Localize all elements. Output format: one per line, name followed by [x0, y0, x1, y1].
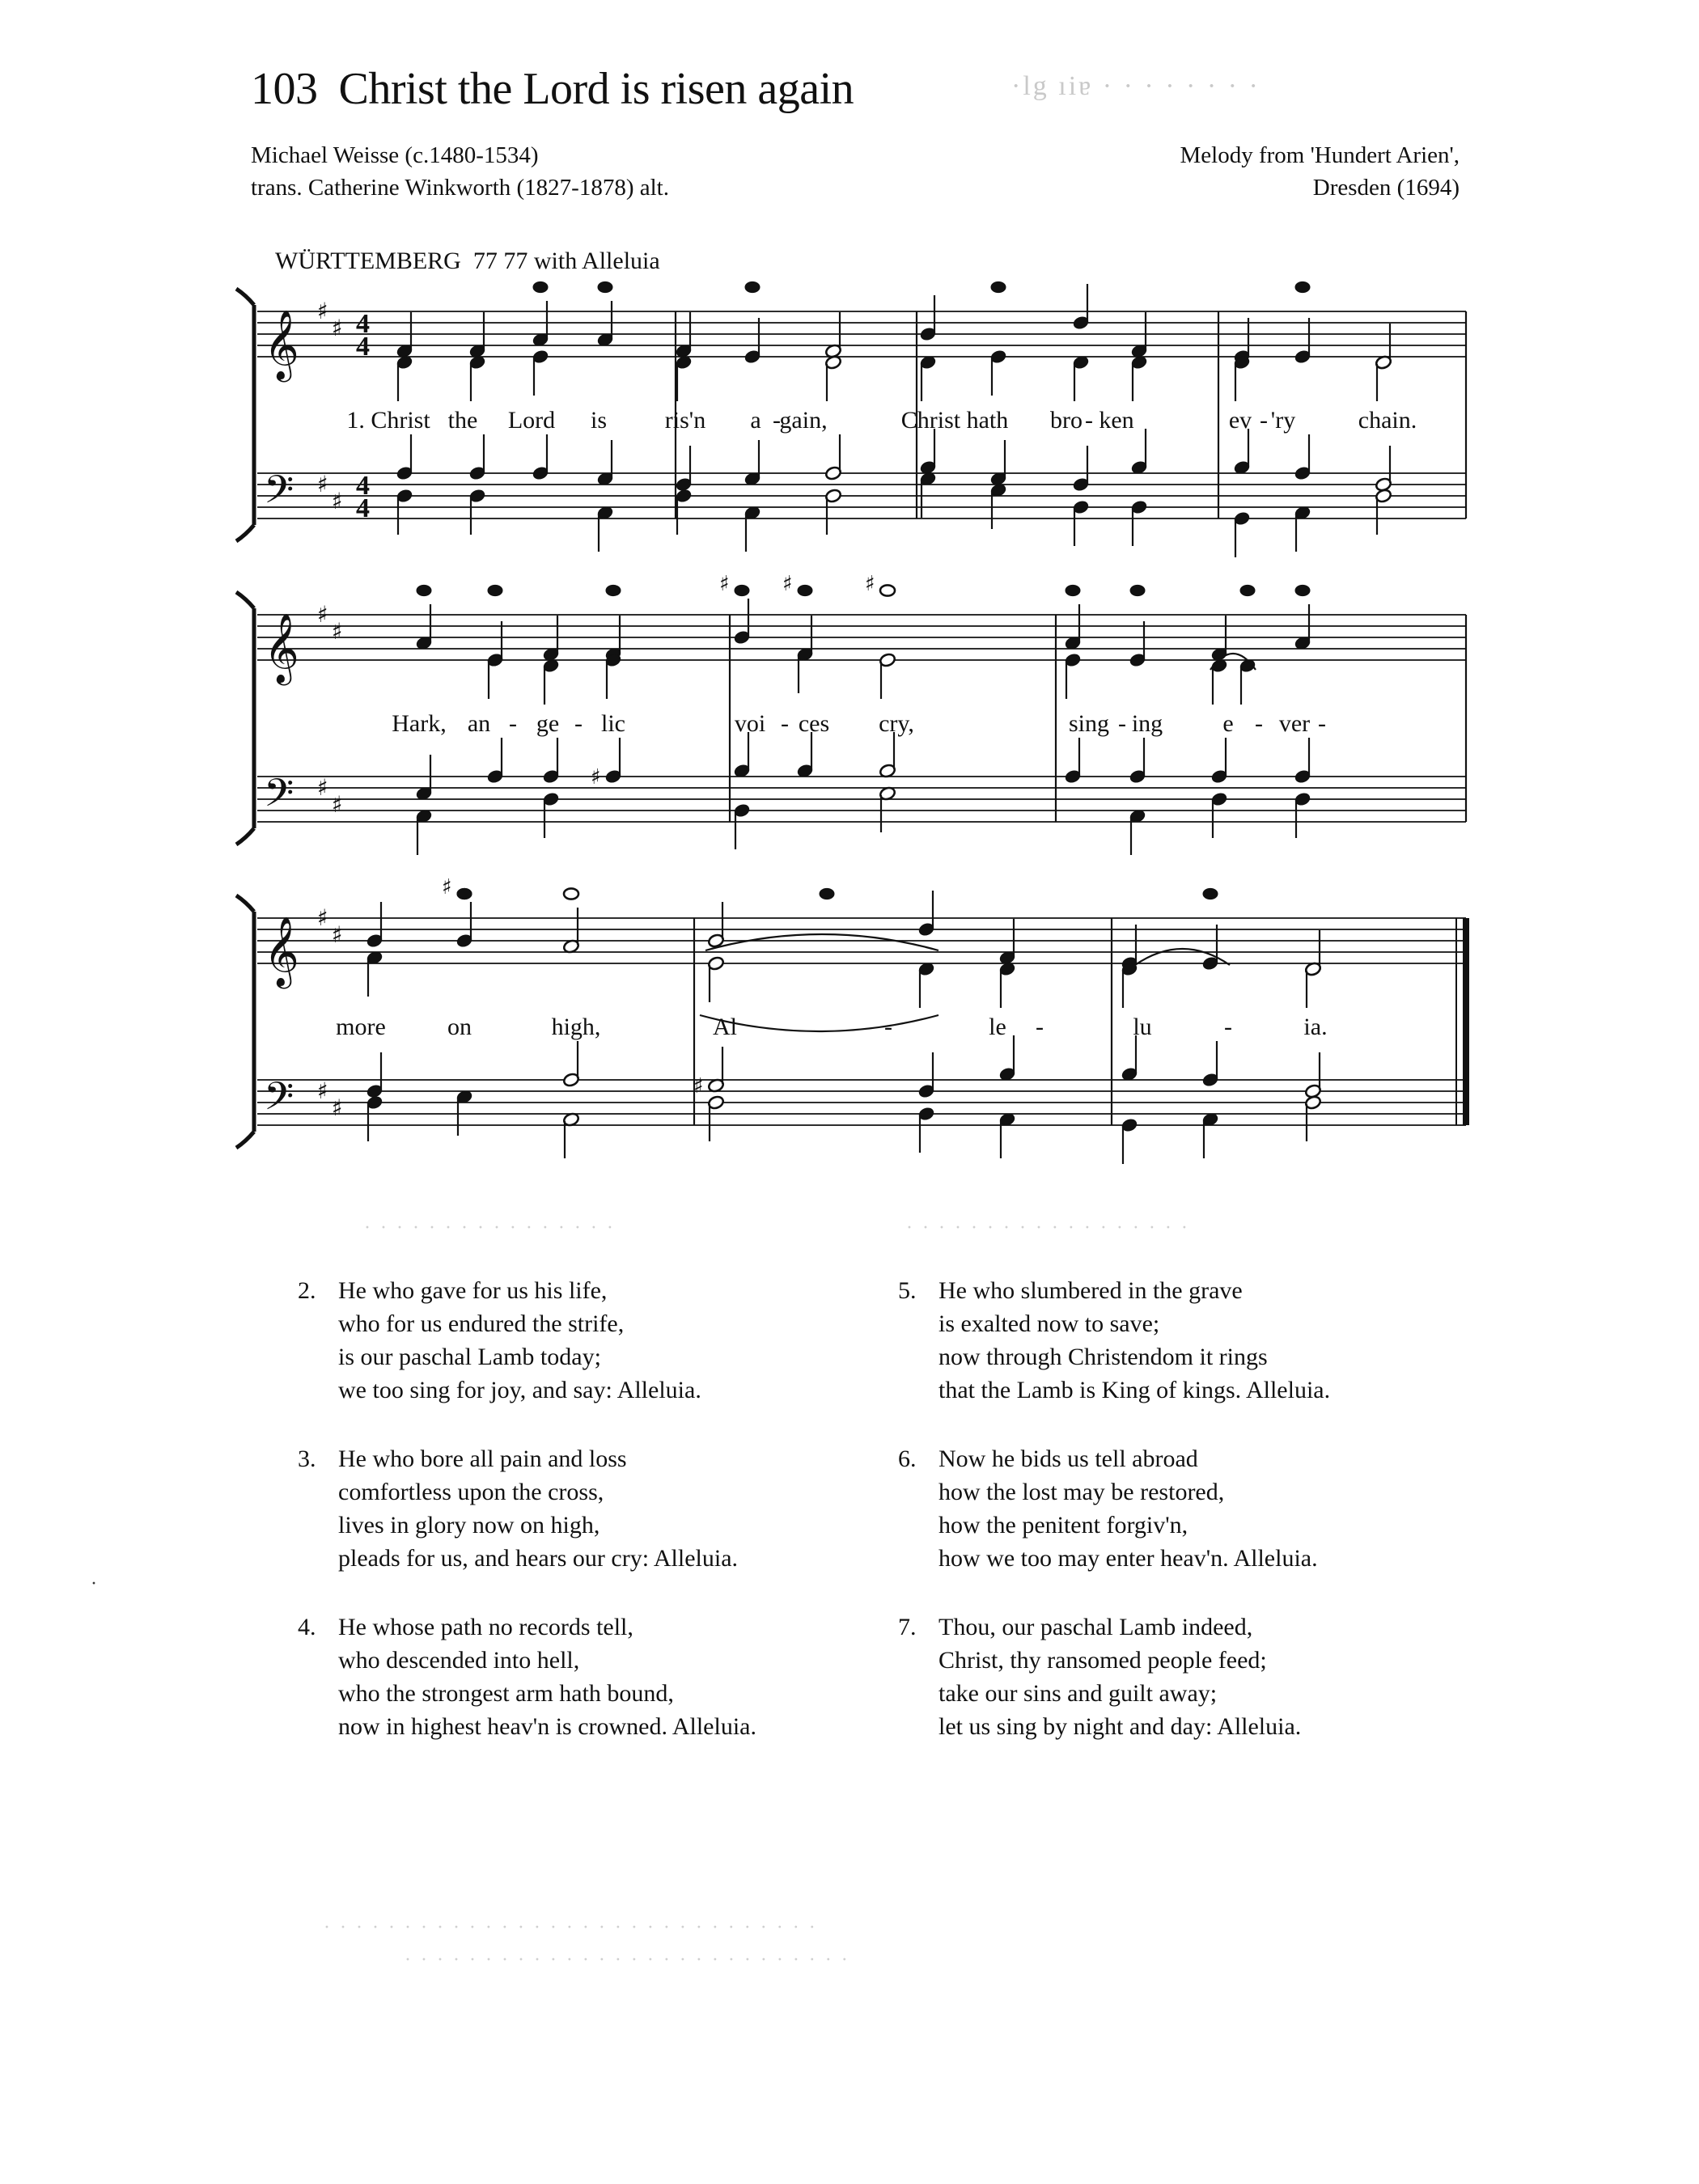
verse-4 [298, 1610, 756, 1743]
note [396, 355, 413, 401]
time-signature: 4 [356, 332, 370, 362]
music-credits [1180, 139, 1460, 204]
note [1072, 446, 1090, 492]
brace [236, 592, 254, 844]
note [533, 281, 548, 292]
lyric-syllable: Christ hath [900, 407, 1009, 434]
note [1201, 925, 1219, 971]
note [417, 585, 431, 595]
key-signature-sharp: ♯ [332, 921, 343, 948]
verse-number: 3. [298, 1445, 316, 1472]
verse-line: how the lost may be restored, [938, 1479, 1225, 1505]
note [796, 732, 814, 778]
verse-6 [898, 1442, 1330, 1575]
note [1375, 446, 1392, 492]
note [1295, 585, 1310, 595]
tune-line [275, 248, 660, 275]
lyric-syllable: le [989, 1014, 1006, 1040]
note [824, 489, 842, 535]
note [675, 312, 693, 358]
lyric-syllable: - [1224, 1014, 1232, 1040]
lyric-syllable: - [884, 1014, 892, 1040]
verse-line: we too sing for joy, and say: Alleluia. [338, 1377, 701, 1403]
bass-clef-icon: 𝄢 [264, 1073, 294, 1128]
lyric-syllable: ing [1131, 710, 1163, 737]
verse-line: Thou, our paschal Lamb indeed, [938, 1614, 1253, 1640]
note [596, 440, 614, 486]
note [707, 902, 725, 948]
note [468, 355, 486, 401]
hymn-number: 103 [251, 64, 318, 114]
verse-2 [298, 1274, 756, 1407]
bass-clef-icon: 𝄢 [264, 467, 294, 522]
note [1203, 888, 1218, 899]
lyric-syllable: lic [601, 710, 625, 737]
note [1201, 1112, 1219, 1158]
time-signature: 4 [356, 471, 370, 501]
lyric-syllable: Lord [507, 407, 556, 434]
verse-line: who for us endured the strife, [338, 1310, 625, 1337]
note [1064, 604, 1082, 650]
note [820, 888, 834, 899]
lyric-syllable: e [1222, 710, 1234, 737]
note [415, 755, 433, 801]
note [366, 1095, 383, 1141]
note [998, 1035, 1016, 1081]
note [396, 489, 413, 535]
note [989, 349, 1007, 396]
note [455, 902, 473, 948]
hymn-header [251, 63, 854, 115]
note [1072, 500, 1090, 546]
key-signature-sharp: ♯ [332, 1094, 343, 1121]
lyric-syllable: - [1118, 710, 1126, 737]
key-signature-sharp: ♯ [317, 601, 328, 628]
note [596, 301, 614, 347]
note [824, 312, 842, 358]
lyric-syllable: 1. Christ [346, 407, 430, 434]
svg-text:♯: ♯ [865, 572, 875, 596]
lyric-syllable: - [1318, 710, 1326, 737]
key-signature-sharp: ♯ [332, 618, 343, 645]
note [1233, 355, 1251, 401]
verse-number: 5. [898, 1277, 917, 1304]
svg-text:♯: ♯ [442, 875, 452, 899]
key-signature-sharp: ♯ [332, 791, 343, 818]
lyric-syllable: Al [713, 1014, 737, 1040]
note [1130, 429, 1148, 475]
lyric-syllable: 'ry [1270, 407, 1296, 434]
note [744, 440, 761, 486]
key-signature-sharp: ♯ [317, 1077, 328, 1104]
note [733, 599, 751, 645]
verse-line: He who bore all pain and loss [338, 1445, 627, 1472]
note [919, 355, 937, 401]
meter: 77 77 with Alleluia [472, 248, 660, 274]
note [824, 434, 842, 480]
note [1294, 604, 1311, 650]
note [1121, 1035, 1138, 1081]
lyric-syllable: - [781, 710, 789, 737]
verse-number: 2. [298, 1277, 316, 1304]
lyric-syllable: ver [1278, 710, 1311, 737]
note [733, 803, 751, 849]
verse-number: 6. [898, 1445, 917, 1472]
verses-left-column [298, 1274, 756, 1779]
lyric-syllable: bro [1050, 407, 1083, 434]
note [1064, 738, 1082, 784]
note [1375, 489, 1392, 535]
note [598, 281, 612, 292]
note [745, 281, 760, 292]
verse-7 [898, 1610, 1330, 1743]
note [1233, 429, 1251, 475]
note [879, 732, 896, 778]
note [596, 506, 614, 552]
bleed-through-text: ·lg ıiɐ · · · · · · · · [1011, 71, 1260, 101]
lyric-syllable: is [590, 407, 608, 434]
lyric-syllable: - [1260, 407, 1268, 434]
lyric-syllable: more [336, 1014, 386, 1040]
key-signature-sharp: ♯ [332, 488, 343, 514]
lyric-syllable: voi [734, 710, 766, 737]
note [744, 506, 761, 552]
note [1304, 962, 1322, 1008]
note [1294, 738, 1311, 784]
note [917, 962, 935, 1008]
note [486, 738, 504, 784]
lyric-syllable: cry, [879, 710, 914, 737]
page-mark: · [91, 1573, 97, 1594]
verse-line: Christ, thy ransomed people feed; [938, 1647, 1267, 1674]
note [1130, 500, 1148, 546]
note [1064, 653, 1082, 699]
verse-line: He who gave for us his life, [338, 1277, 608, 1304]
verse-5 [898, 1274, 1330, 1407]
time-signature: 4 [356, 309, 370, 339]
lyric-syllable: an [467, 710, 491, 737]
note [919, 472, 937, 518]
note [1129, 809, 1146, 855]
lyric-syllable: ia. [1303, 1014, 1328, 1040]
note [468, 434, 486, 480]
verse-line: is exalted now to save; [938, 1310, 1160, 1337]
key-signature-sharp: ♯ [317, 298, 328, 324]
note [415, 809, 433, 855]
score-svg [243, 875, 1472, 1185]
note [1130, 585, 1145, 595]
key-signature-sharp: ♯ [332, 315, 343, 341]
note [532, 349, 549, 396]
treble-clef-icon: 𝄞 [264, 916, 299, 986]
lyric-syllable: Hark, [392, 710, 447, 737]
note [879, 653, 896, 699]
verse-line: how the penitent forgiv'n, [938, 1512, 1188, 1539]
lyric-syllable: the [447, 407, 478, 434]
note [1304, 1095, 1322, 1141]
note [542, 658, 560, 705]
note [917, 891, 935, 937]
note [366, 1052, 383, 1098]
lyric-syllable: a [750, 407, 761, 434]
verse-line: now in highest heav'n is crowned. Alleluia. [338, 1713, 756, 1740]
note [488, 585, 502, 595]
verse-3 [298, 1442, 756, 1575]
note [542, 738, 560, 784]
lyric-syllable: gain, [779, 407, 828, 434]
note [733, 732, 751, 778]
note [1294, 434, 1311, 480]
bleed-through-text: · · · · · · · · · · · · · · · · · · · · · · · · · · · · · · · [324, 1917, 818, 1938]
lyric-syllable: - [509, 710, 517, 737]
note [1304, 1052, 1322, 1098]
tune-name: WÜRTTEMBERG [275, 248, 461, 274]
note [415, 604, 433, 650]
note [917, 1052, 935, 1098]
music-system-3 [243, 875, 1472, 1201]
verse-number: 4. [298, 1614, 316, 1640]
key-signature-sharp: ♯ [317, 904, 328, 931]
lyric-syllable: ris'n [664, 407, 706, 434]
note [1294, 792, 1311, 838]
note [919, 295, 937, 341]
note [675, 489, 693, 535]
lyric-syllable: on [447, 1014, 472, 1040]
melody-place-date: Dresden (1694) [1312, 175, 1460, 201]
lyric-syllable: ev [1228, 407, 1252, 434]
note [532, 301, 549, 347]
lyric-syllable: - [574, 710, 583, 737]
note [591, 738, 622, 789]
note [707, 1095, 725, 1141]
brace [236, 289, 254, 541]
note [455, 1090, 473, 1136]
note [998, 919, 1016, 965]
note [1130, 355, 1148, 401]
note [824, 355, 842, 401]
verse-line: lives in glory now on high, [338, 1512, 600, 1539]
note [675, 355, 693, 401]
note [1129, 621, 1146, 667]
note [1130, 312, 1148, 358]
svg-text:♯: ♯ [693, 1074, 704, 1098]
key-signature-sharp: ♯ [317, 774, 328, 801]
lyric-syllable: - [1036, 1014, 1044, 1040]
lyric-syllable: ken [1099, 407, 1134, 434]
slur [705, 934, 938, 950]
svg-text:♯: ♯ [719, 572, 730, 596]
lyric-syllable: - [1085, 407, 1093, 434]
note [1201, 1041, 1219, 1087]
treble-clef-icon: 𝄞 [264, 613, 299, 683]
lyric-syllable: high, [551, 1014, 601, 1040]
bleed-through-text: · · · · · · · · · · · · · · · · [364, 1217, 616, 1238]
verse-line: comfortless upon the cross, [338, 1479, 604, 1505]
bass-clef-icon: 𝄢 [264, 770, 294, 825]
note [991, 281, 1006, 292]
note [562, 1112, 580, 1158]
note [562, 908, 580, 954]
note [468, 489, 486, 535]
note [707, 956, 725, 1002]
time-signature: 4 [356, 493, 370, 523]
note [1294, 506, 1311, 552]
melody-source: Melody from 'Hundert Arien', [1180, 142, 1460, 168]
note [998, 962, 1016, 1008]
note [1121, 962, 1138, 1008]
note [989, 440, 1007, 486]
verse-line: He whose path no records tell, [338, 1614, 633, 1640]
lyric-syllable: ces [798, 710, 830, 737]
bleed-through-text: · · · · · · · · · · · · · · · · · · · · · · · · · · · · [405, 1949, 850, 1970]
note [879, 786, 896, 832]
verses-right-column [898, 1274, 1330, 1779]
lyric-syllable: lu [1133, 1014, 1152, 1040]
bleed-through-text: · · · · · · · · · · · · · · · · · · [906, 1217, 1190, 1238]
note [919, 429, 937, 475]
note [675, 446, 693, 492]
brace [236, 895, 254, 1148]
note [1210, 738, 1228, 784]
translator: trans. Catherine Winkworth (1827-1878) alt. [251, 175, 669, 201]
hymn-title: Christ the Lord is risen again [338, 64, 854, 114]
note [564, 888, 578, 899]
treble-clef-icon: 𝄞 [264, 310, 299, 379]
note [1240, 585, 1255, 595]
note [1294, 318, 1311, 364]
note [1239, 658, 1256, 705]
note [744, 318, 761, 364]
music-system-1 [243, 287, 1472, 595]
verse-line: who descended into hell, [338, 1647, 580, 1674]
lyric-syllable: - [1255, 710, 1263, 737]
verse-line: let us sing by night and day: Alleluia. [938, 1713, 1302, 1740]
note [606, 585, 621, 595]
note [989, 483, 1007, 529]
svg-text:♯: ♯ [591, 765, 601, 789]
lyric-syllable: - [773, 407, 781, 434]
note [468, 312, 486, 358]
note [998, 1112, 1016, 1158]
note [542, 616, 560, 662]
note [486, 653, 504, 699]
verse-line: who the strongest arm hath bound, [338, 1680, 674, 1707]
note [366, 950, 383, 997]
verse-line: that the Lamb is King of kings. Alleluia. [938, 1377, 1331, 1403]
text-credits [251, 139, 669, 204]
note [1121, 1118, 1138, 1164]
verse-line: take our sins and guilt away; [938, 1680, 1218, 1707]
note [396, 434, 413, 480]
note [1375, 355, 1392, 401]
verse-line: how we too may enter heav'n. Alleluia. [938, 1545, 1318, 1572]
note [604, 653, 622, 699]
note [1072, 284, 1090, 330]
key-signature-sharp: ♯ [317, 471, 328, 497]
note [917, 1107, 935, 1153]
verse-line: Now he bids us tell abroad [938, 1445, 1198, 1472]
note [366, 902, 383, 948]
verse-line: He who slumbered in the grave [938, 1277, 1243, 1304]
author: Michael Weisse (c.1480-1534) [251, 142, 539, 168]
verse-line: is our paschal Lamb today; [338, 1344, 601, 1370]
music-system-2 [243, 572, 1472, 898]
note [542, 792, 560, 838]
verse-number: 7. [898, 1614, 917, 1640]
note [562, 1041, 580, 1087]
final-barline [1463, 918, 1469, 1125]
note [1066, 585, 1080, 595]
note [1295, 281, 1310, 292]
verse-line: pleads for us, and hears our cry: Alleluia. [338, 1545, 739, 1572]
lyric-syllable: sing [1068, 710, 1110, 737]
svg-text:♯: ♯ [782, 572, 793, 596]
note [1210, 792, 1228, 838]
note [396, 312, 413, 358]
verse-line: now through Christendom it rings [938, 1344, 1268, 1370]
note [1129, 738, 1146, 784]
note [532, 434, 549, 480]
lyric-syllable: chain. [1358, 407, 1417, 434]
note [796, 647, 814, 693]
note [1072, 355, 1090, 401]
note [1233, 511, 1251, 557]
lyric-syllable: ge [536, 710, 560, 737]
